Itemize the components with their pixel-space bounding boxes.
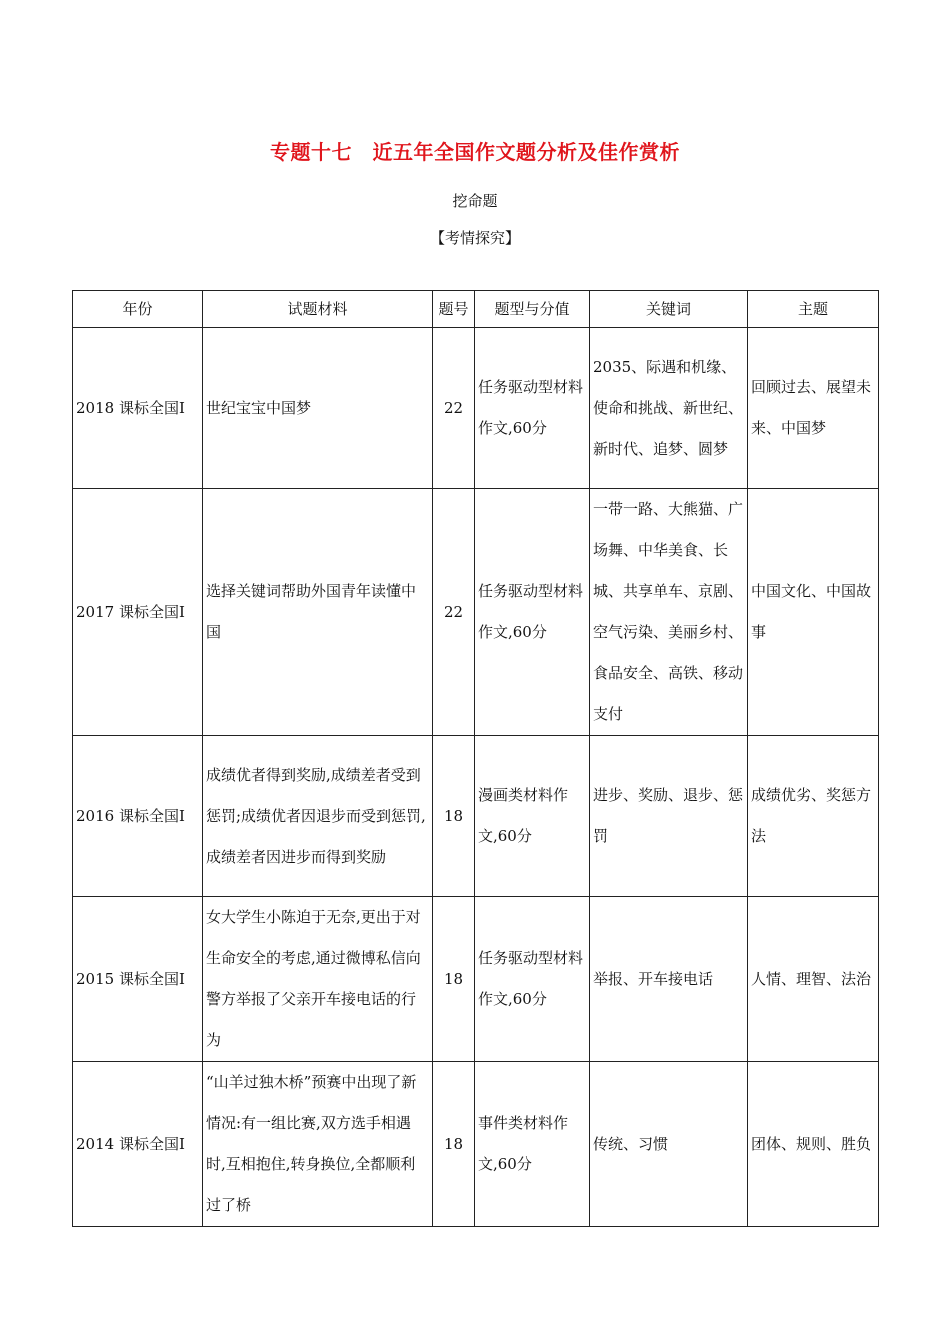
cell-theme: 回顾过去、展望未来、中国梦 [748,328,879,489]
column-header-year: 年份 [73,291,203,328]
cell-number: 18 [433,1062,475,1227]
column-header-keywords: 关键词 [590,291,748,328]
cell-number: 22 [433,328,475,489]
cell-year: 2014 课标全国Ⅰ [73,1062,203,1227]
cell-keywords: 进步、奖励、退步、惩罚 [590,736,748,897]
table-row [73,489,879,736]
cell-type: 任务驱动型材料作文,60分 [475,489,590,736]
cell-year: 2018 课标全国Ⅰ [73,328,203,489]
cell-keywords: 传统、习惯 [590,1062,748,1227]
cell-type: 事件类材料作文,60分 [475,1062,590,1227]
cell-year: 2017 课标全国Ⅰ [73,489,203,736]
cell-type: 漫画类材料作文,60分 [475,736,590,897]
cell-type: 任务驱动型材料作文,60分 [475,897,590,1062]
table-row [73,1062,879,1227]
page-title: 专题十七 近五年全国作文题分析及佳作赏析 [270,140,680,164]
cell-keywords: 举报、开车接电话 [590,897,748,1062]
cell-year: 2015 课标全国Ⅰ [73,897,203,1062]
cell-number: 22 [433,489,475,736]
cell-material: 世纪宝宝中国梦 [203,328,433,489]
cell-year: 2016 课标全国Ⅰ [73,736,203,897]
column-header-material: 试题材料 [203,291,433,328]
table-header-row [73,291,879,328]
table-row [73,897,879,1062]
cell-material: 选择关键词帮助外国青年读懂中国 [203,489,433,736]
section-heading: 【考情探究】 [429,229,520,247]
cell-type: 任务驱动型材料作文,60分 [475,328,590,489]
cell-keywords: 2035、际遇和机缘、使命和挑战、新世纪、新时代、追梦、圆梦 [590,328,748,489]
subtitle: 挖命题 [452,192,498,210]
exam-analysis-table [72,290,879,1227]
table-row [73,328,879,489]
cell-material: “山羊过独木桥”预赛中出现了新情况:有一组比赛,双方选手相遇时,互相抱住,转身换位,全都顺利过了桥 [203,1062,433,1227]
cell-keywords: 一带一路、大熊猫、广场舞、中华美食、长城、共享单车、京剧、空气污染、美丽乡村、食品安全、高铁、移动支付 [590,489,748,736]
cell-material: 成绩优者得到奖励,成绩差者受到惩罚;成绩优者因退步而受到惩罚,成绩差者因进步而得到奖励 [203,736,433,897]
cell-material: 女大学生小陈迫于无奈,更出于对生命安全的考虑,通过微博私信向警方举报了父亲开车接电话的行为 [203,897,433,1062]
cell-theme: 人情、理智、法治 [748,897,879,1062]
column-header-theme: 主题 [748,291,879,328]
cell-theme: 成绩优劣、奖惩方法 [748,736,879,897]
table-row [73,736,879,897]
cell-number: 18 [433,897,475,1062]
cell-theme: 团体、规则、胜负 [748,1062,879,1227]
column-header-number: 题号 [433,291,475,328]
column-header-type: 题型与分值 [475,291,590,328]
cell-theme: 中国文化、中国故事 [748,489,879,736]
cell-number: 18 [433,736,475,897]
